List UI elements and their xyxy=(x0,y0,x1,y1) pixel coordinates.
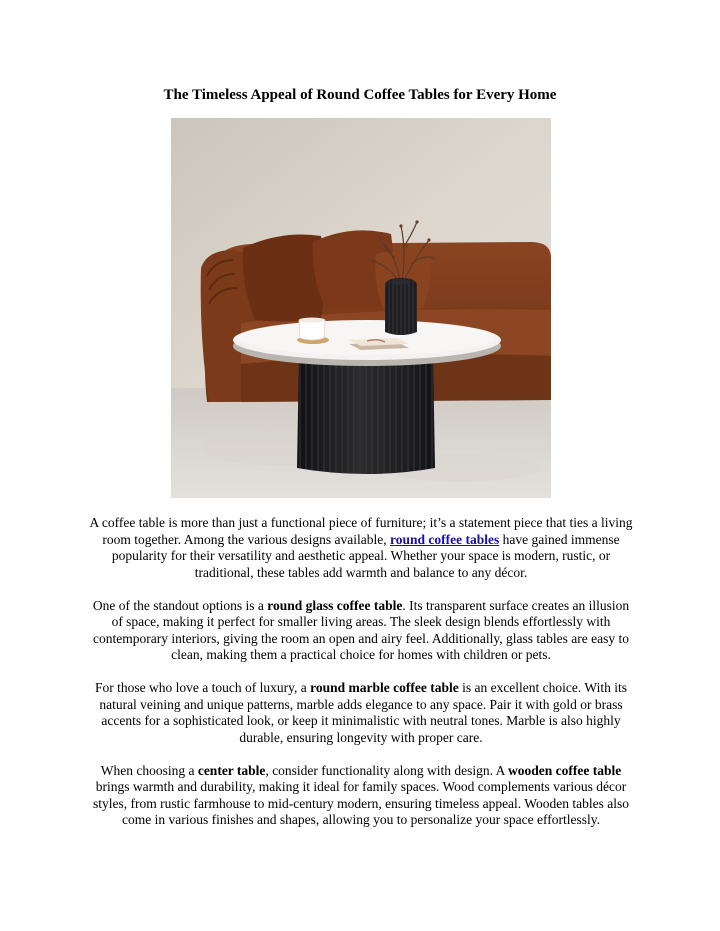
article-body xyxy=(88,515,634,845)
bold-term: center table xyxy=(197,762,266,778)
paragraph-text: . Its transparent surface creates an illusion of space, making it perfect for smaller living areas. The sleek design blends effortlessly with contemporary interiors, giving the room an open and airy feel. Additionally, glass tables are easy to clean, making them a practical choice for homes with children or pets. xyxy=(93,597,630,662)
paragraph-text: brings warmth and durability, making it ideal for family spaces. Wood complements various décor styles, from rustic farmhouse to mid-century modern, ensuring timeless appeal. Wooden tables also come in various finishes and shapes, allowing you to personalize your space effortlessly. xyxy=(93,779,629,827)
paragraph-text: For those who love a touch of luxury, a xyxy=(95,680,311,695)
document-title: The Timeless Appeal of Round Coffee Tables for Every Home xyxy=(163,87,557,103)
paragraph-text: is an excellent choice. With its natural veining and unique patterns, marble adds elegance to any space. Pair it with gold or brass accents for a sophisticated look, or keep it minimalistic with neutral tones. Marble is also highly durable, ensuring longevity with proper care. xyxy=(99,680,627,745)
paragraph-glass xyxy=(88,598,634,664)
paragraph-text: have gained immense popularity for their versatility and aesthetic appeal. Whether your space is modern, rustic, or traditional, these tables add warmth and balance to any décor. xyxy=(111,531,620,580)
paragraph-intro xyxy=(88,515,634,581)
paragraph-text: , consider functionality along with design. A xyxy=(265,762,509,778)
bold-term: wooden coffee table xyxy=(508,762,622,778)
paragraph-text: A coffee table is more than just a functional piece of furniture; it’s a statement piece that ties a living room together. Among the various designs available, xyxy=(89,515,633,547)
book xyxy=(349,338,409,350)
paragraph-marble xyxy=(88,680,634,746)
bold-term: round marble coffee table xyxy=(310,680,459,695)
paragraph-text: When choosing a xyxy=(100,762,198,778)
hero-image xyxy=(171,118,551,498)
table-pedestal xyxy=(297,356,435,474)
bold-term: round glass coffee table xyxy=(267,597,403,613)
paragraph-text: One of the standout options is a xyxy=(92,597,268,613)
paragraph-center-table xyxy=(88,763,634,829)
round-coffee-tables-link[interactable]: round coffee tables xyxy=(389,531,500,547)
vase xyxy=(385,278,417,335)
hero-illustration xyxy=(171,118,551,498)
mug xyxy=(297,318,329,345)
